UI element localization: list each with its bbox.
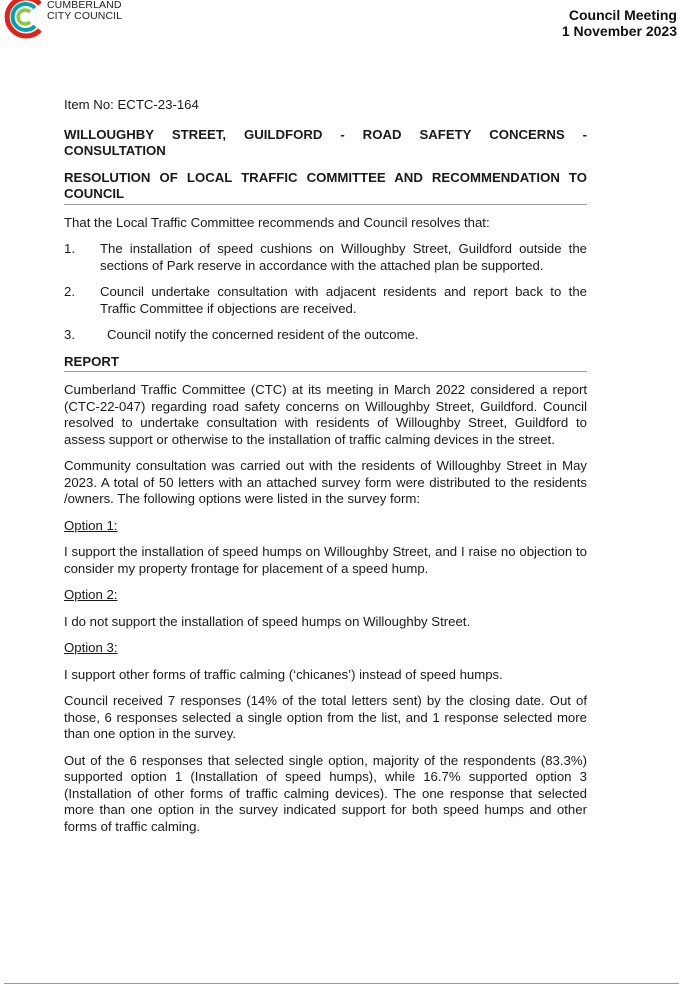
resolution-number: 1. bbox=[64, 241, 75, 256]
report-paragraph: Out of the 6 responses that selected single option, majority of the respondents (83.3%) supported option 1 (Installation of speed humps), while 16.7% supported option 3 (Installation of other forms of traffic calming devices). The one response that selected more than one option in the survey indicated support for both speed humps and other forms of traffic calming. bbox=[64, 752, 587, 834]
resolution-item bbox=[64, 284, 587, 317]
report-paragraph: Community consultation was carried out with the residents of Willoughby Street in May 2023. A total of 50 letters with an attached survey form were distributed to the residents /owners. The following options were listed in the survey form: bbox=[64, 458, 587, 506]
option-label: Option 3: bbox=[64, 640, 118, 655]
option-label: Option 1: bbox=[64, 517, 118, 533]
option-text: I do not support the installation of speed humps on Willoughby Street. bbox=[64, 613, 471, 629]
item-number: Item No: ECTC-23-164 bbox=[64, 97, 199, 112]
council-name-line1: CUMBERLAND bbox=[47, 0, 122, 11]
option-text: I support other forms of traffic calming (‘chicanes’) instead of speed humps. bbox=[64, 666, 503, 682]
resolution-list bbox=[64, 241, 587, 344]
resolution-item bbox=[64, 241, 587, 274]
resolution-item bbox=[64, 327, 587, 344]
resolution-text: Council undertake consultation with adjacent residents and report back to the Traffic Committee if objections are received. bbox=[100, 284, 587, 316]
meeting-title: Council Meeting bbox=[568, 7, 677, 23]
council-name bbox=[47, 0, 122, 22]
council-name-line2: CITY COUNCIL bbox=[47, 10, 123, 22]
resolution-number: 2. bbox=[64, 284, 75, 299]
item-title: WILLOUGHBY STREET, GUILDFORD - ROAD SAFETY CONCERNS - CONSULTATION bbox=[64, 126, 587, 158]
option-label: Option 2: bbox=[64, 587, 118, 602]
resolution-number: 3. bbox=[64, 327, 75, 342]
report-paragraph: Council received 7 responses (14% of the total letters sent) by the closing date. Out of those, 6 responses selected a single option from the list, and 1 response selected more than one option in the survey. bbox=[64, 693, 587, 741]
resolution-text: Council notify the concerned resident of the outcome. bbox=[107, 327, 419, 342]
resolution-heading: RESOLUTION OF LOCAL TRAFFIC COMMITTEE AND RECOMMENDATION TO COUNCIL bbox=[64, 170, 587, 205]
council-logo-icon bbox=[0, 0, 46, 40]
resolution-intro: That the Local Traffic Committee recommends and Council resolves that: bbox=[64, 214, 490, 230]
option-text: I support the installation of speed humps on Willoughby Street, and I raise no objection to consider my property frontage for placement of a speed hump. bbox=[64, 544, 587, 576]
council-logo bbox=[0, 0, 140, 42]
meeting-header bbox=[562, 7, 677, 39]
meeting-date: 1 November 2023 bbox=[561, 23, 677, 39]
report-paragraph: Cumberland Traffic Committee (CTC) at its meeting in March 2022 considered a report (CTC-22-047) regarding road safety concerns on Willoughby Street, Guildford. Council resolved to undertake consultation with residents of Willoughby Street, Guildford to assess support or otherwise to the installation of traffic calming devices in the street. bbox=[64, 382, 587, 447]
report-heading: REPORT bbox=[64, 354, 587, 373]
resolution-text: The installation of speed cushions on Willoughby Street, Guildford outside the sections of Park reserve in accordance with the attached plan be supported. bbox=[100, 241, 587, 273]
footer-divider bbox=[4, 983, 679, 984]
document-body bbox=[64, 97, 587, 845]
